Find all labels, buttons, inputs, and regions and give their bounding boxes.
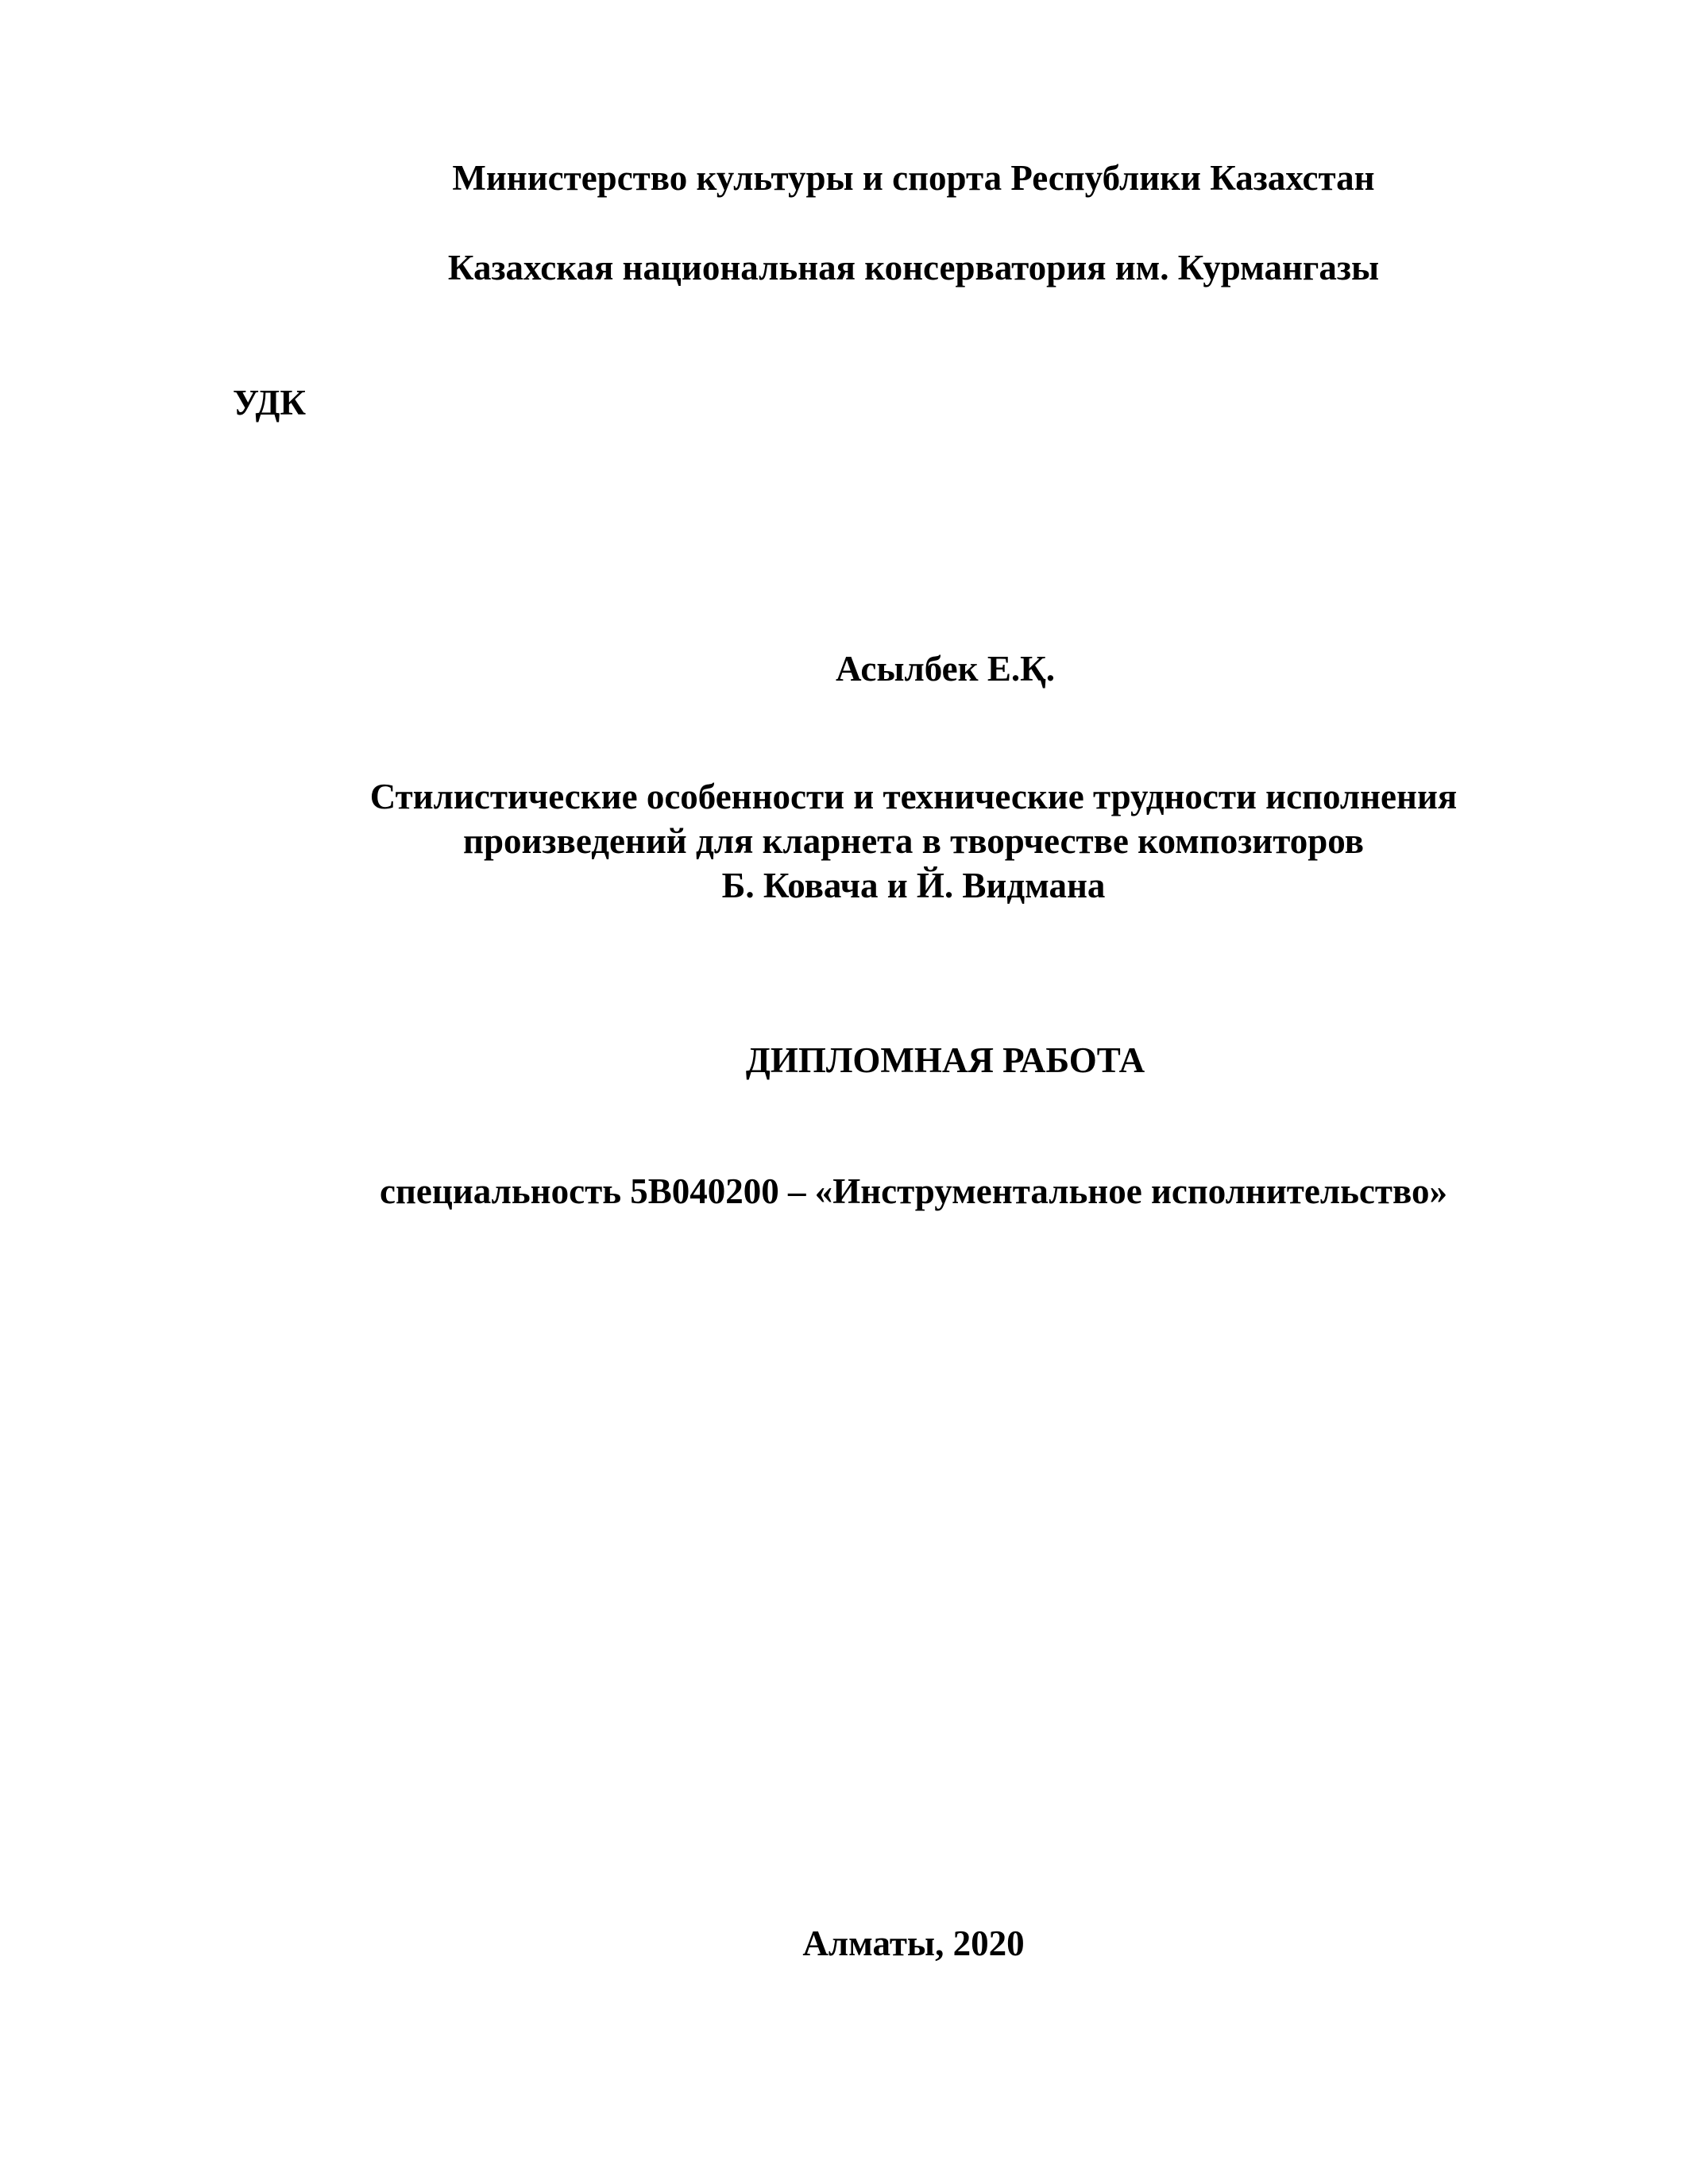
author-name: Асылбек Е.Қ. — [836, 649, 1055, 689]
ministry-heading: Министерство культуры и спорта Республики Казахстан — [452, 158, 1375, 198]
udk-label: УДК — [233, 383, 307, 423]
thesis-title — [0, 774, 1688, 908]
thesis-title-line: Б. Ковача и Й. Видмана — [721, 866, 1106, 905]
thesis-title-line: Стилистические особенности и технические трудности исполнения — [369, 777, 1458, 816]
work-type: ДИПЛОМНАЯ РАБОТА — [745, 1040, 1145, 1080]
thesis-title-line: произведений для кларнета в творчестве композиторов — [463, 821, 1364, 861]
conservatory-heading: Казахская национальная консерватория им. Курмангазы — [447, 248, 1380, 287]
city-year: Алматы, 2020 — [802, 1924, 1025, 1963]
specialty-line: специальность 5В040200 – «Инструментальное исполнительство» — [380, 1171, 1447, 1211]
